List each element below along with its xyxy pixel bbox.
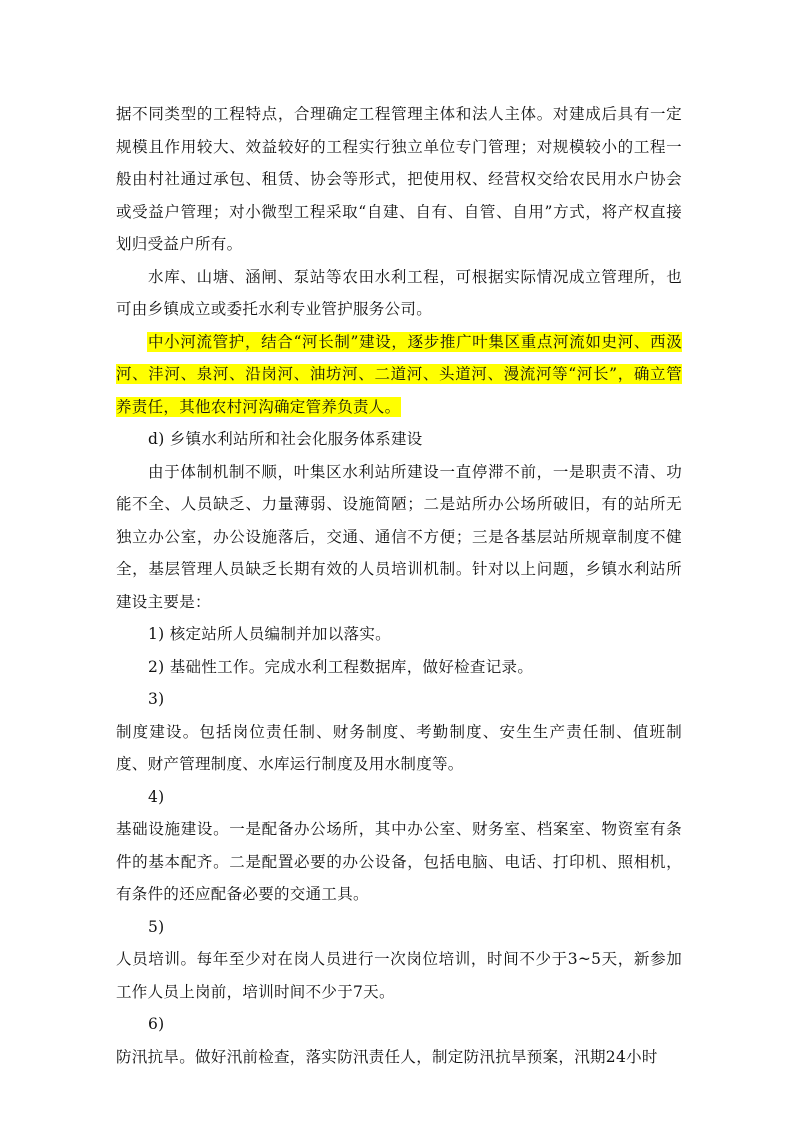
document-body — [116, 98, 682, 1073]
list-item-3-number: 3) — [148, 690, 165, 708]
list-item-2: 2) 基础性工作。完成水利工程数据库，做好检查记录。 — [148, 657, 534, 676]
paragraph-river-chief — [116, 326, 682, 424]
paragraph-management-subjects: 据不同类型的工程特点，合理确定工程管理主体和法人主体。对建成后具有一定规模且作用较大、效益较好的工程实行独立单位专门管理；对规模较小的工程一般由村社通过承包、租赁、协会等形式，把使用权、经营权交给农民用水户协会或受益户管理；对小微型工程采取“自建、自有、自管、自用”方式，将产权直接划归受益户所有。 — [116, 105, 682, 253]
list-item-6-number: 6) — [148, 1015, 165, 1033]
list-item-5-text: 人员培训。每年至少对在岗人员进行一次岗位培训，时间不少于3~5天，新参加工作人员上岗前，培训时间不少于7天。 — [116, 950, 682, 1001]
paragraph-station-problems: 由于体制机制不顺，叶集区水利站所建设一直停滞不前，一是职责不清、功能不全、人员缺乏、力量薄弱、设施简陋；二是站所办公场所破旧，有的站所无独立办公室，办公设施落后，交通、通信不方便；三是各基层站所规章制度不健全，基层管理人员缺乏长期有效的人员培训机制。针对以上问题，乡镇水利站所建设主要是： — [116, 462, 682, 611]
list-item-4-number: 4) — [148, 787, 165, 806]
list-item-4-text: 基础设施建设。一是配备办公场所，其中办公室、财务室、档案室、物资室有条件的基本配齐。二是配置必要的办公设备，包括电脑、电话、打印机、照相机，有条件的还应配备必要的交通工具。 — [116, 820, 682, 903]
list-item-5-number: 5) — [148, 917, 165, 936]
list-item-3-text: 制度建设。包括岗位责任制、财务制度、考勤制度、安生生产责任制、值班制度、财产管理制度、水库运行制度及用水制度等。 — [116, 722, 682, 773]
list-item-6-text: 防汛抗旱。做好汛前检查，落实防汛责任人，制定防汛抗旱预案，汛期24小时 — [116, 1047, 658, 1066]
highlighted-text: 中小河流管护，结合“河长制”建设，逐步推广叶集区重点河流如史河、西汲河、沣河、泉河、沿岗河、油坊河、二道河、头道河、漫流河等“河长”，确立管养责任，其他农村河沟确定管养负责人。 — [116, 332, 682, 416]
paragraph-reservoir-management: 水库、山塘、涵闸、泵站等农田水利工程，可根据实际情况成立管理所，也可由乡镇成立或委托水利专业管护服务公司。 — [116, 267, 682, 318]
list-item-1: 1) 核定站所人员编制并加以落实。 — [148, 625, 391, 643]
section-heading-d: d) 乡镇水利站所和社会化服务体系建设 — [148, 430, 423, 448]
